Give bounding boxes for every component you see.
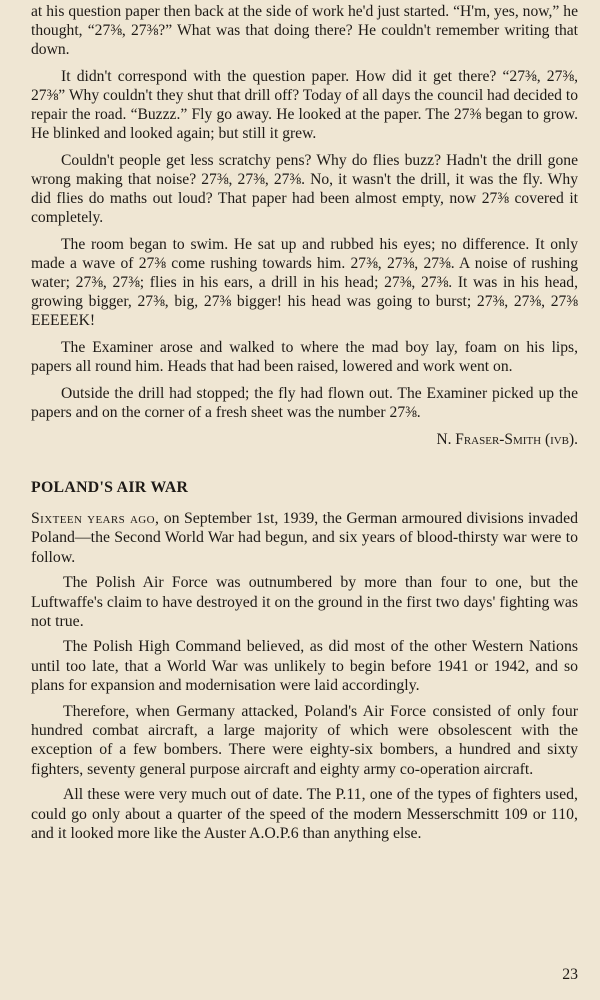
article-title: POLAND'S AIR WAR [31, 479, 189, 496]
story-paragraph-3: Couldn't people get less scratchy pens? Why do flies buzz? Hadn't the drill gone wrong making that noise? 27⅜, 27⅜, 27⅜. No, it wasn't the drill, it was the fly. Why did flies do maths out loud? That paper had been almost empty, now 27⅜ covered it completely. [31, 152, 578, 226]
story-paragraph-2: It didn't correspond with the question paper. How did it get there? “27⅜, 27⅜, 27⅜” Why couldn't they shut that drill off? Today of all days the council had decided to repair the road. “Buzzz.” Fly go away. He looked at the paper. The 27⅜ began to grow. He blinked and looked again; but still it grew. [31, 68, 578, 142]
story-paragraph-6: Outside the drill had stopped; the fly had flown out. The Examiner picked up the papers and on the corner of a fresh sheet was the number 27⅜. [31, 385, 578, 421]
story-author [31, 430, 578, 449]
author-name: N. Fraser-Smith [436, 431, 542, 448]
article-lead-rest: on September 1st, 1939, the German armoured divisions invaded Poland—the Second World War had begun, and six years of blood-thirsty war were to follow. [31, 510, 578, 566]
article-lead-paragraph [31, 509, 578, 567]
article-paragraph-1: The Polish Air Force was outnumbered by more than four to one, but the Luftwaffe's claim to have destroyed it on the ground in the first two days' fighting was not true. [31, 574, 578, 631]
story-paragraph-5: The Examiner arose and walked to where the mad boy lay, foam on his lips, papers all round him. Heads that had been raised, lowered and work went on. [31, 339, 578, 375]
story-section [31, 0, 578, 449]
article-section [31, 509, 578, 844]
article-paragraph-4: All these were very much out of date. The P.11, one of the types of fighters used, could go only about a quarter of the speed of the modern Messerschmitt 109 or 110, and it looked more like the Auster A.O.P.6 than anything else. [31, 786, 578, 843]
story-paragraph-1: at his question paper then back at the side of work he'd just started. “H'm, yes, now,” he thought, “27⅜, 27⅜?” What was that doing there? He couldn't remember writing that down. [31, 3, 578, 58]
page-number: 23 [562, 966, 578, 983]
article-lead-caps: Sixteen years ago, [31, 510, 160, 527]
story-paragraph-4: The room began to swim. He sat up and rubbed his eyes; no difference. It only made a wave of 27⅜ come rushing towards him. 27⅜, 27⅜, 27⅜. A noise of rushing water; 27⅜, 27⅜; flies in his ears, a drill in his head; 27⅜, 27⅜. It was in his head, growing bigger, 27⅜, big, 27⅜ bigger! his head was going to burst; 27⅜, 27⅜, 27⅜ EEEEEK! [31, 236, 578, 329]
author-form: (ivb). [544, 431, 578, 448]
article-paragraph-2: The Polish High Command believed, as did most of the other Western Nations until too late, that a World War was unlikely to begin before 1941 or 1942, and so plans for expansion and modernisation were laid accordingly. [31, 638, 578, 695]
article-paragraph-3: Therefore, when Germany attacked, Poland's Air Force consisted of only four hundred combat aircraft, a large majority of which were obsolescent with the exception of a few bombers. There were eighty-six bombers, a hundred and sixty fighters, seventy general purpose aircraft and eighty army co-operation aircraft. [31, 702, 578, 778]
